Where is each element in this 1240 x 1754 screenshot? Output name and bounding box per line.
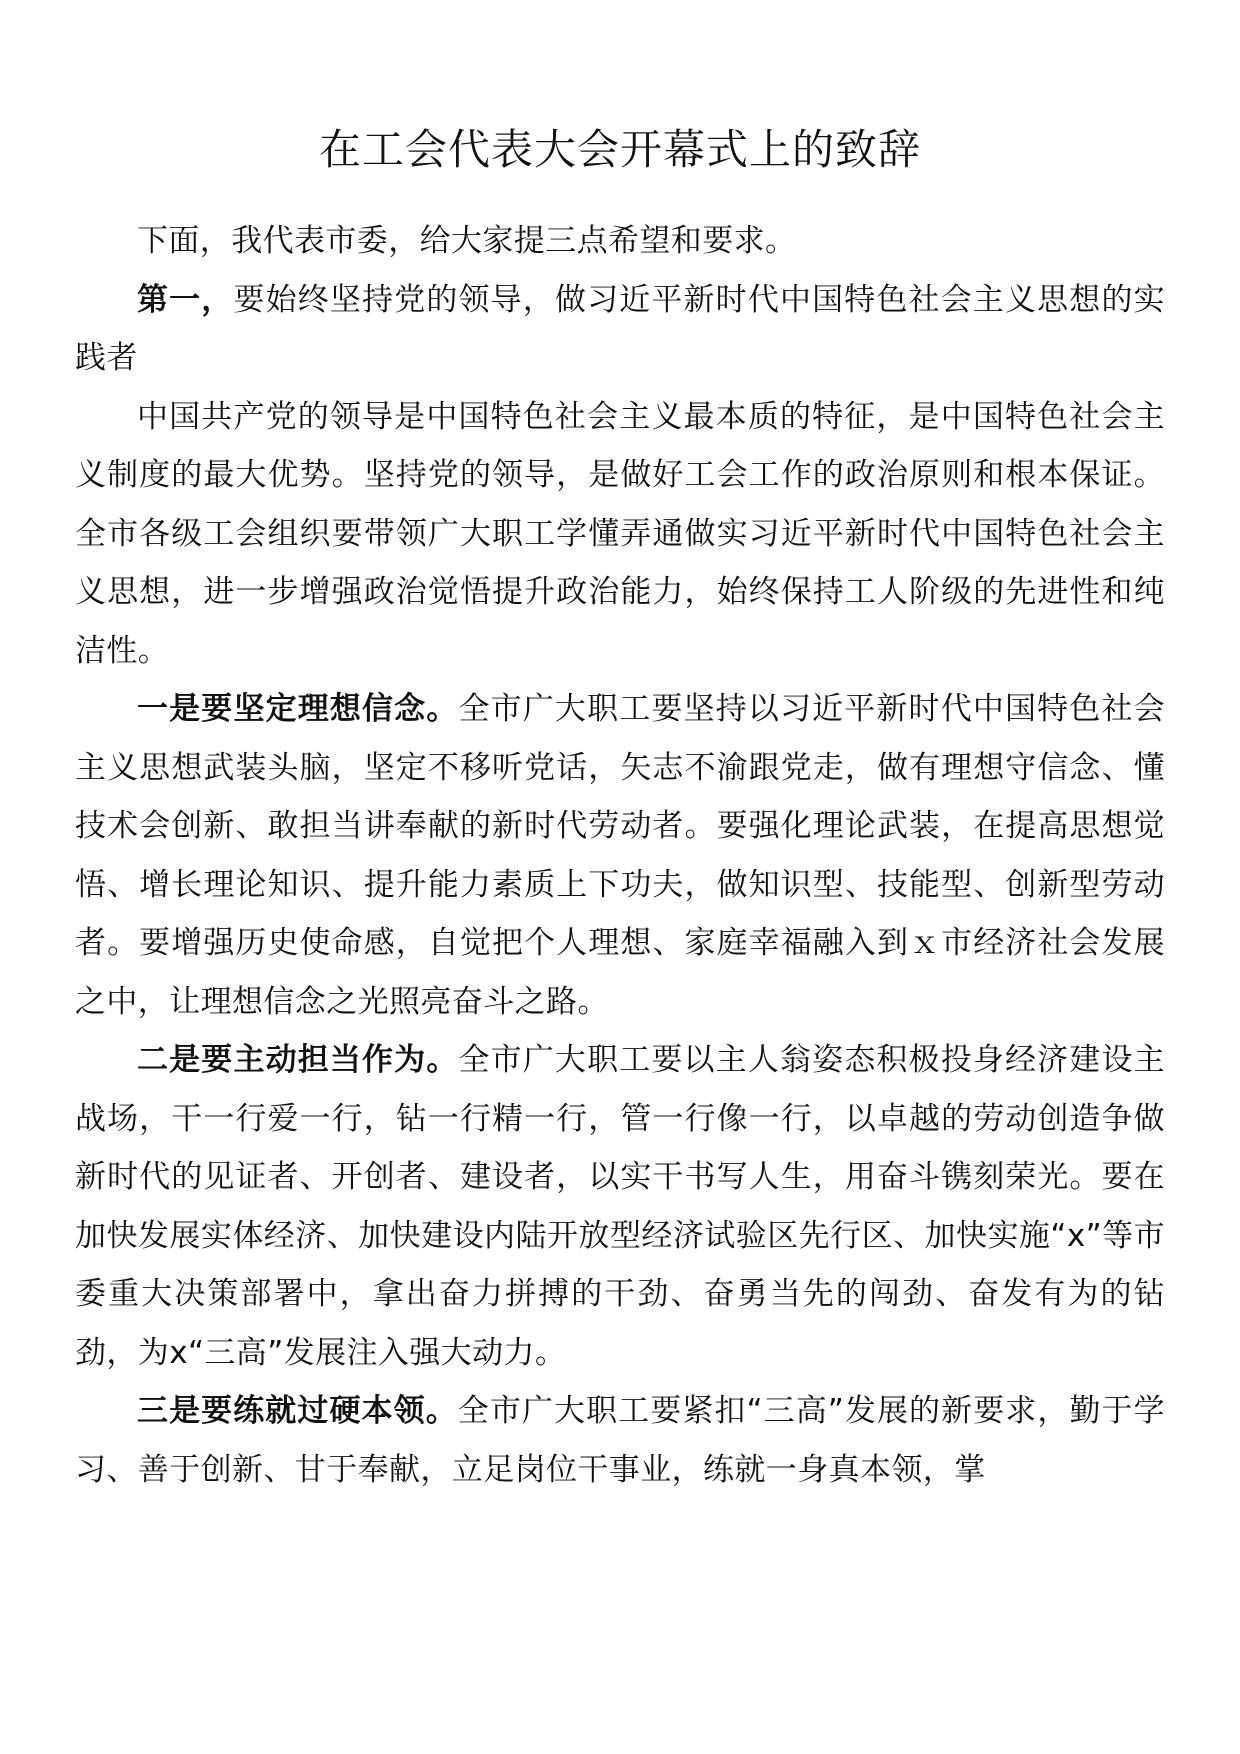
paragraph-lead: 第一， (137, 281, 234, 318)
paragraph-lead: 三是要练就过硬本领。 (137, 1393, 458, 1429)
paragraph-lead: 二是要主动担当作为。 (137, 1042, 459, 1078)
paragraph-text: 下面，我代表市委，给大家提三点希望和要求。 (137, 223, 797, 259)
paragraph-text: 中国共产党的领导是中国特色社会主义最本质的特征，是中国特色社会主义制度的最大优势。坚持党的领导，是做好工会工作的政治原则和根本保证。全市各级工会组织要带领广大职工学懂弄通做实习近平新时代中国特色社会主义思想，进一步增强政治觉悟提升政治能力，始终保持工人阶级的先进性和纯洁性。 (75, 398, 1165, 669)
paragraph-text: 全市广大职工要以主人翁姿态积极投身经济建设主战场，干一行爱一行，钻一行精一行，管一行像一行，以卓越的劳动创造争做新时代的见证者、开创者、建设者，以实干书写人生，用奋斗镌刻荣光。要在加快发展实体经济、加快建设内陆开放型经济试验区先行区、加快实施“x”等市委重大决策部署中，拿出奋力拼搏的干劲、奋勇当先的闯劲、奋发有为的钻劲，为x“三高”发展注入强大动力。 (75, 1042, 1165, 1371)
paragraph-intro (75, 212, 1165, 271)
paragraph-ideals (75, 680, 1165, 1031)
paragraph-text: 要始终坚持党的领导，做习近平新时代中国特色社会主义思想的实践者 (75, 281, 1165, 376)
paragraph-point-one-heading (75, 271, 1165, 388)
paragraph-text: 全市广大职工要坚持以习近平新时代中国特色社会主义思想武装头脑，坚定不移听党话，矢志不渝跟党走，做有理想守信念、懂技术会创新、敢担当讲奉献的新时代劳动者。要强化理论武装，在提高思想觉悟、增长理论知识、提升能力素质上下功夫，做知识型、技能型、创新型劳动者。要增强历史使命感，自觉把个人理想、家庭幸福融入到ｘ市经济社会发展之中，让理想信念之光照亮奋斗之路。 (75, 691, 1165, 1020)
document-title: 在工会代表大会开幕式上的致辞 (318, 125, 921, 174)
paragraph-lead: 一是要坚定理想信念。 (137, 691, 459, 727)
paragraph-party-leadership (75, 388, 1165, 681)
paragraph-skills (75, 1382, 1165, 1499)
paragraph-text: 全市广大职工要紧扣“三高”发展的新要求，勤于学习、善于创新、甘于奉献，立足岗位干事业，练就一身真本领，掌 (75, 1393, 1165, 1488)
paragraph-responsibility (75, 1031, 1165, 1382)
